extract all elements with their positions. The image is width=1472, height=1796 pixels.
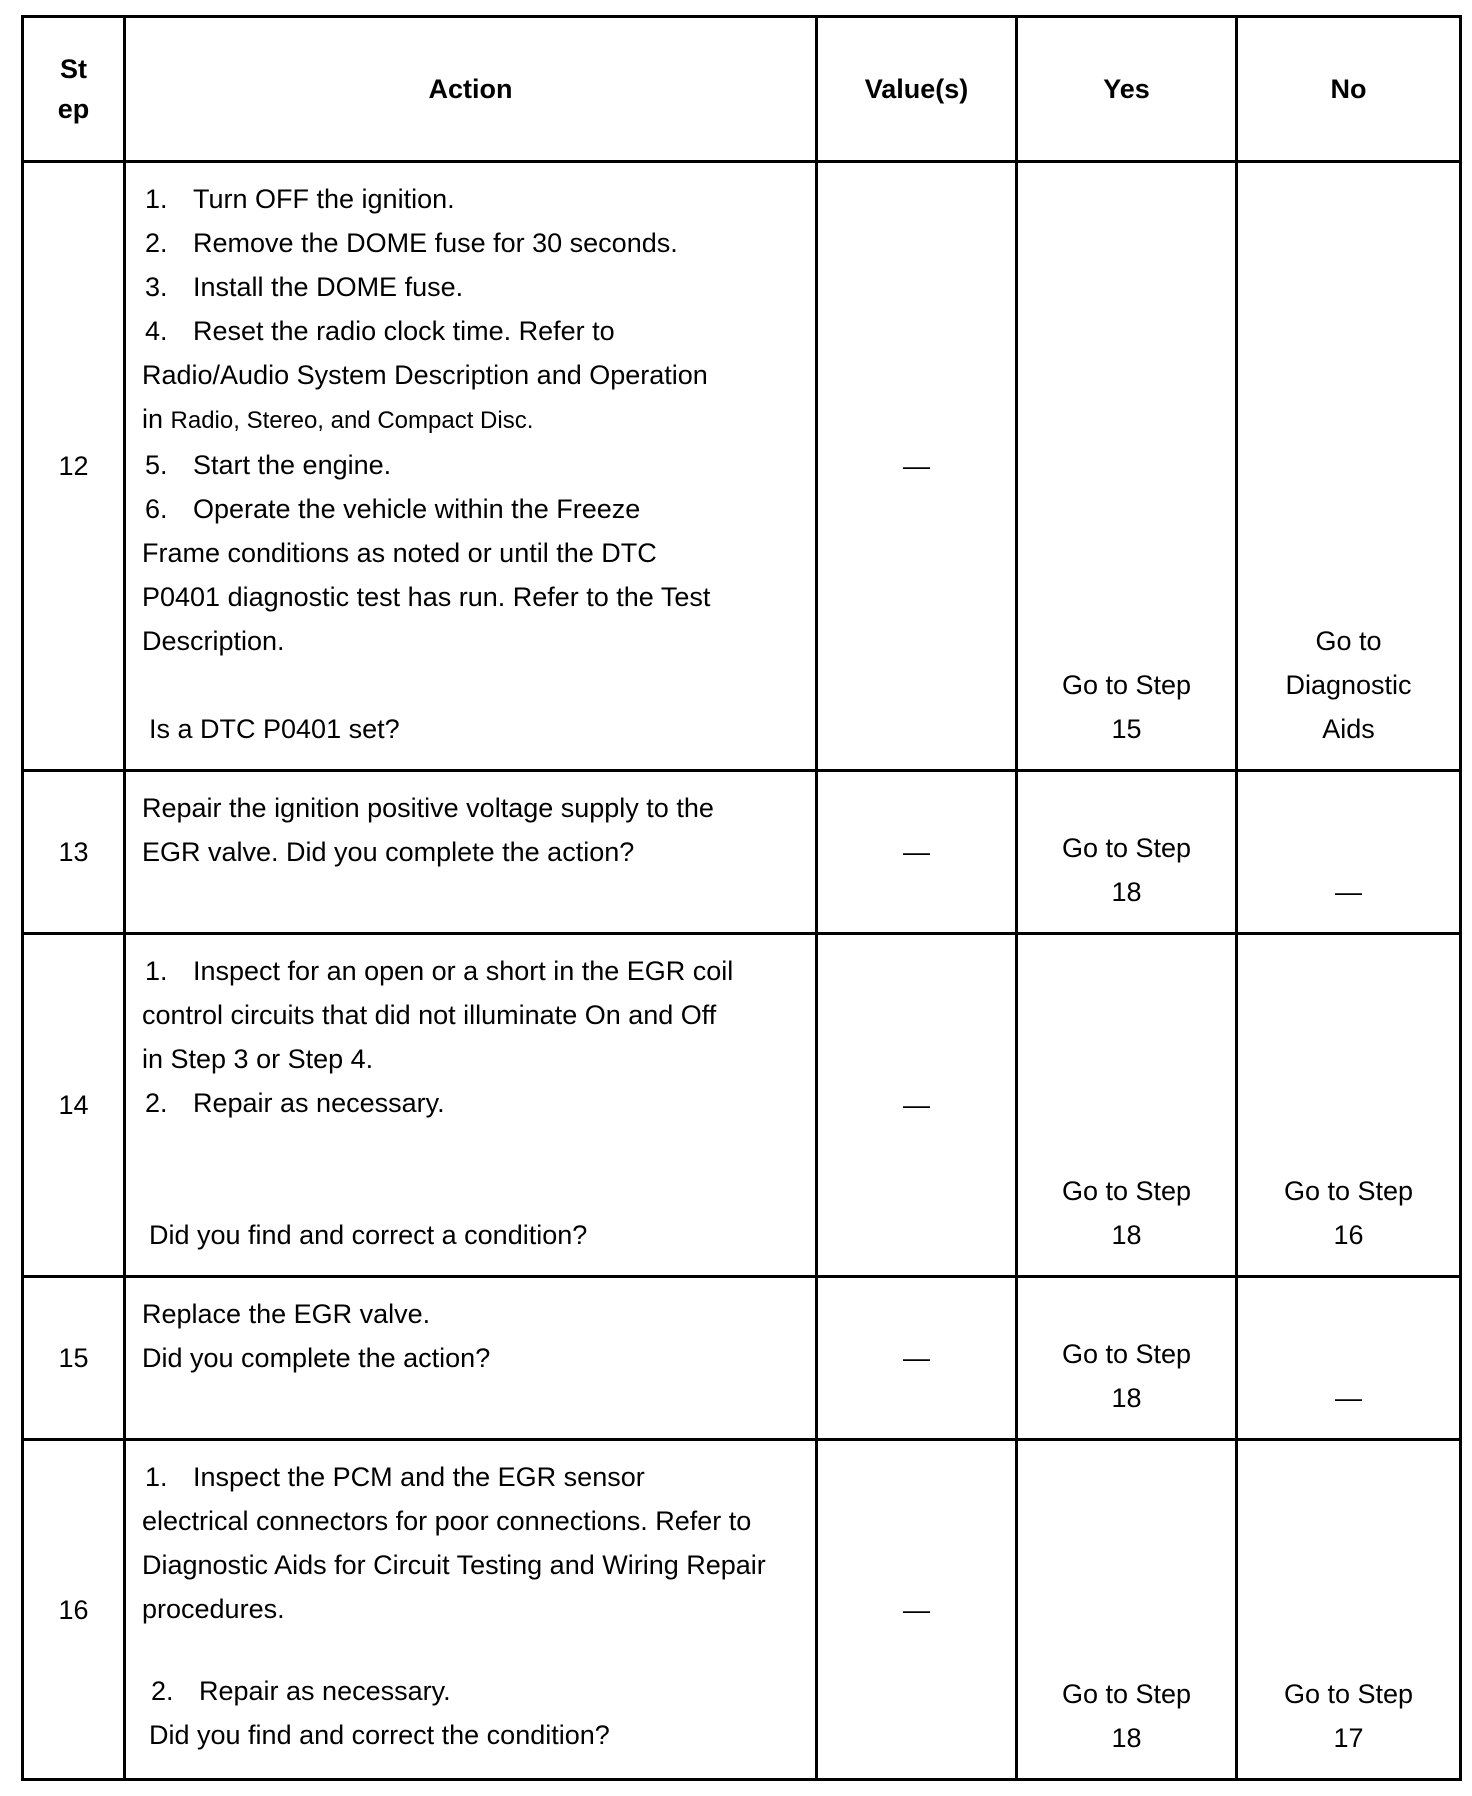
action-item — [142, 487, 801, 531]
header-step-line1: St — [60, 54, 87, 84]
action-line: P0401 diagnostic test has run. Refer to the Test — [142, 582, 711, 612]
step-number: 13 — [23, 771, 125, 934]
action-line — [142, 397, 801, 443]
yes-cell — [1017, 1440, 1237, 1780]
value-cell: — — [817, 1440, 1017, 1780]
action-cell — [125, 1440, 817, 1780]
action-item — [142, 221, 801, 265]
yes-cell — [1017, 934, 1237, 1277]
header-step-line2: ep — [57, 94, 90, 124]
header-values: Value(s) — [817, 17, 1017, 162]
action-line: EGR valve. Did you complete the action? — [142, 837, 635, 867]
no-cell — [1237, 934, 1461, 1277]
item-number: 3. — [145, 272, 168, 302]
action-line: procedures. — [142, 1594, 285, 1624]
value-cell: — — [817, 771, 1017, 934]
table-row — [23, 162, 1461, 771]
item-number: 5. — [145, 450, 168, 480]
no-text: Diagnostic — [1285, 670, 1412, 700]
table-row — [23, 1440, 1461, 1780]
action-line: Radio/Audio System Description and Operation — [142, 360, 708, 390]
item-text: Repair as necessary. — [199, 1676, 451, 1706]
yes-cell — [1017, 1277, 1237, 1440]
action-line: Did you complete the action? — [142, 1343, 491, 1373]
step-number: 15 — [23, 1277, 125, 1440]
yes-step: 15 — [1111, 714, 1142, 744]
action-item — [142, 1669, 801, 1713]
header-no: No — [1237, 17, 1461, 162]
item-number: 1. — [145, 184, 168, 214]
spacer — [142, 1125, 801, 1169]
yes-step: 18 — [1111, 1220, 1142, 1250]
no-text: — — [1335, 1383, 1362, 1413]
no-step: 17 — [1333, 1723, 1364, 1753]
action-item — [142, 177, 801, 221]
yes-text: Go to Step — [1061, 1176, 1192, 1206]
action-item — [142, 443, 801, 487]
value-cell: — — [817, 162, 1017, 771]
action-item — [142, 309, 801, 353]
item-number: 2. — [151, 1676, 174, 1706]
action-line: Diagnostic Aids for Circuit Testing and Wiring Repair — [142, 1550, 766, 1580]
action-line: Replace the EGR valve. — [142, 1299, 431, 1329]
header-action: Action — [125, 17, 817, 162]
item-text: Inspect for an open or a short in the EGR coil — [193, 956, 734, 986]
no-step: 16 — [1333, 1220, 1364, 1250]
action-question: Did you find and correct a condition? — [149, 1220, 588, 1250]
value-cell: — — [817, 1277, 1017, 1440]
item-text: Reset the radio clock time. Refer to — [193, 316, 615, 346]
item-number: 6. — [145, 494, 168, 524]
item-text: Repair as necessary. — [193, 1088, 445, 1118]
item-text: Start the engine. — [193, 450, 392, 480]
action-item — [142, 265, 801, 309]
table-row — [23, 771, 1461, 934]
no-cell — [1237, 1440, 1461, 1780]
action-item — [142, 1455, 801, 1499]
item-text: Remove the DOME fuse for 30 seconds. — [193, 228, 678, 258]
yes-step: 18 — [1111, 1383, 1142, 1413]
action-cell — [125, 771, 817, 934]
diagnostic-table — [21, 15, 1462, 1781]
action-line: Repair the ignition positive voltage supply to the — [142, 793, 714, 823]
action-line: control circuits that did not illuminate On and Off — [142, 1000, 717, 1030]
value-cell: — — [817, 934, 1017, 1277]
yes-step: 18 — [1111, 1723, 1142, 1753]
action-line: Description. — [142, 626, 285, 656]
step-number: 12 — [23, 162, 125, 771]
item-text: Install the DOME fuse. — [193, 272, 464, 302]
header-step — [23, 17, 125, 162]
item-number: 2. — [145, 1088, 168, 1118]
yes-text: Go to Step — [1061, 670, 1192, 700]
item-text: Turn OFF the ignition. — [193, 184, 455, 214]
no-text: Aids — [1322, 714, 1375, 744]
no-text: Go to Step — [1283, 1679, 1414, 1709]
action-text: in — [142, 404, 171, 434]
action-line: Frame conditions as noted or until the DTC — [142, 538, 657, 568]
yes-cell — [1017, 771, 1237, 934]
table-row — [23, 1277, 1461, 1440]
yes-step: 18 — [1111, 877, 1142, 907]
reference-title: Radio, Stereo, and Compact Disc. — [170, 407, 534, 434]
action-question: Is a DTC P0401 set? — [149, 714, 400, 744]
header-row — [23, 17, 1461, 162]
step-number: 14 — [23, 934, 125, 1277]
item-number: 1. — [145, 956, 168, 986]
no-cell — [1237, 1277, 1461, 1440]
item-number: 1. — [145, 1462, 168, 1492]
action-cell — [125, 934, 817, 1277]
yes-text: Go to Step — [1061, 1339, 1192, 1369]
table-row — [23, 934, 1461, 1277]
no-cell — [1237, 771, 1461, 934]
action-item — [142, 1081, 801, 1125]
spacer — [142, 1631, 801, 1669]
no-text: Go to — [1315, 626, 1382, 656]
action-cell — [125, 1277, 817, 1440]
action-item — [142, 949, 801, 993]
no-text: — — [1335, 877, 1362, 907]
item-number: 2. — [145, 228, 168, 258]
action-line: electrical connectors for poor connections. Refer to — [142, 1506, 752, 1536]
action-line: in Step 3 or Step 4. — [142, 1044, 374, 1074]
yes-text: Go to Step — [1061, 833, 1192, 863]
yes-cell — [1017, 162, 1237, 771]
yes-text: Go to Step — [1061, 1679, 1192, 1709]
item-number: 4. — [145, 316, 168, 346]
spacer — [142, 1169, 801, 1213]
item-text: Operate the vehicle within the Freeze — [193, 494, 641, 524]
header-yes: Yes — [1017, 17, 1237, 162]
no-cell — [1237, 162, 1461, 771]
action-cell — [125, 162, 817, 771]
spacer — [142, 663, 801, 707]
no-text: Go to Step — [1283, 1176, 1414, 1206]
action-question: Did you find and correct the condition? — [149, 1720, 610, 1750]
item-text: Inspect the PCM and the EGR sensor — [193, 1462, 645, 1492]
step-number: 16 — [23, 1440, 125, 1780]
